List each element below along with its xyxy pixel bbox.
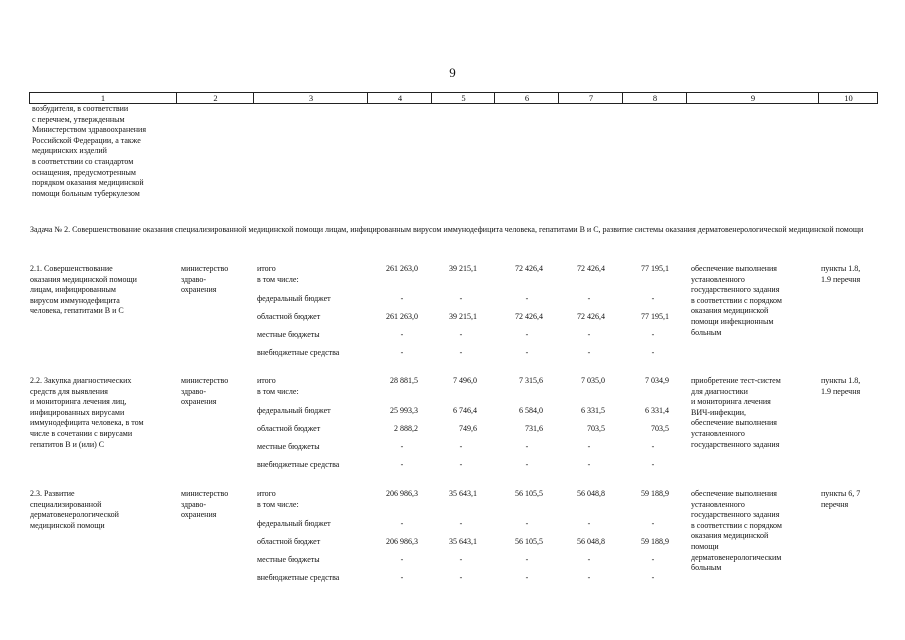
funding-value: 703,5	[587, 424, 605, 433]
page-number: 9	[449, 65, 456, 80]
expected-result-line: помощи инфекционным	[691, 317, 774, 326]
expected-result-line: помощи	[691, 542, 719, 551]
funding-value: 72 426,4	[515, 264, 543, 273]
funding-value: 28 881,5	[390, 376, 418, 385]
expected-result-line: приобретение тест-систем	[691, 376, 781, 385]
funding-value: -	[400, 442, 404, 451]
funding-source-label: областной бюджет	[257, 312, 321, 321]
expected-result-line: обеспечение выполнения	[691, 489, 777, 498]
expected-result-line: государственного задания	[691, 510, 780, 520]
funding-value: -	[459, 442, 463, 451]
measure-name-line: лицам, инфицированным	[30, 285, 116, 295]
funding-value: -	[459, 294, 463, 303]
executor-line: министерство	[181, 376, 229, 385]
funding-value: -	[651, 460, 655, 469]
indicator-reference-line: перечня	[821, 499, 849, 509]
continuation-text-line: оснащения, предусмотренным	[32, 167, 136, 177]
funding-value: -	[525, 555, 529, 564]
expected-result-line: государственного задания	[691, 285, 780, 295]
measure-name-line: числе в сочетании с вирусами	[30, 429, 133, 438]
funding-source-label: федеральный бюджет	[257, 406, 331, 415]
expected-result-line: оказания медицинской	[691, 531, 769, 541]
funding-value: -	[459, 573, 463, 582]
funding-source-label: местные бюджеты	[257, 330, 320, 339]
executor-line: министерство	[181, 489, 229, 498]
funding-value: -	[400, 519, 404, 528]
funding-source-label: в том числе:	[257, 274, 299, 284]
indicator-reference-line: 1.9 перечня	[821, 386, 861, 396]
column-number-header	[29, 92, 878, 104]
funding-value: -	[651, 555, 655, 564]
funding-value: -	[587, 573, 591, 582]
continuation-text-line: медицинских изделий	[32, 146, 107, 156]
expected-result-line: установленного	[691, 429, 745, 438]
column-number-4: 4	[367, 93, 432, 103]
measure-name-line: оказания медицинской помощи	[30, 274, 137, 284]
executor-line: охранения	[181, 397, 217, 407]
column-number-7: 7	[558, 93, 623, 103]
measure-name-line: и мониторинга лечения лиц,	[30, 397, 127, 407]
funding-value: 206 986,3	[386, 537, 418, 546]
measure-name-line: средств для выявления	[30, 386, 108, 396]
executor-line: здраво-	[181, 499, 207, 509]
indicator-reference-line: пункты 1.8,	[821, 376, 861, 385]
funding-source-label: внебюджетные средства	[257, 573, 340, 582]
funding-value: 206 986,3	[386, 489, 418, 498]
funding-value: -	[587, 348, 591, 357]
measure-name-line: медицинской помощи	[30, 520, 105, 530]
measure-name-line: дерматовенерологической	[30, 510, 119, 520]
expected-result-line: государственного задания	[691, 439, 780, 449]
column-number-9: 9	[686, 93, 819, 103]
funding-value: -	[400, 555, 404, 564]
funding-value: -	[587, 442, 591, 451]
funding-value: 6 331,4	[645, 406, 669, 415]
funding-value: -	[459, 460, 463, 469]
expected-result-line: оказания медицинской	[691, 306, 769, 316]
indicator-reference-line: пункты 6, 7	[821, 489, 861, 498]
funding-value: -	[525, 442, 529, 451]
funding-value: -	[651, 348, 655, 357]
column-number-10: 10	[818, 93, 878, 103]
executor-line: охранения	[181, 285, 217, 295]
column-number-6: 6	[494, 93, 559, 103]
funding-value: 72 426,4	[577, 264, 605, 273]
expected-result-line: обеспечение выполнения	[691, 264, 777, 273]
funding-value: -	[525, 460, 529, 469]
column-number-1: 1	[100, 93, 106, 103]
funding-value: 56 105,5	[515, 537, 543, 546]
funding-value: 35 643,1	[449, 489, 477, 498]
measure-name-line: 2.2. Закупка диагностических	[30, 376, 132, 385]
funding-value: -	[587, 294, 591, 303]
continuation-text-line: с перечнем, утвержденным	[32, 114, 125, 124]
funding-value: -	[400, 348, 404, 357]
funding-value: -	[459, 555, 463, 564]
funding-value: -	[651, 294, 655, 303]
measure-name-line: гепатитов В и (или) С	[30, 439, 105, 449]
measure-name-line: 2.3. Развитие	[30, 489, 75, 498]
funding-source-label: местные бюджеты	[257, 442, 320, 451]
executor-line: министерство	[181, 264, 229, 273]
expected-result-line: ВИЧ-инфекции,	[691, 407, 747, 417]
expected-result-line: дерматовенерологическим	[691, 552, 782, 562]
indicator-reference-line: 1.9 перечня	[821, 274, 861, 284]
measure-name-line: специализированной	[30, 499, 102, 509]
funding-value: -	[525, 573, 529, 582]
funding-value: -	[587, 555, 591, 564]
expected-result-line: в соответствии с порядком	[691, 520, 782, 530]
expected-result-line: для диагностики	[691, 386, 748, 396]
continuation-text-line: в соответствии со стандартом	[32, 157, 134, 166]
funding-value: -	[459, 330, 463, 339]
funding-value: -	[651, 442, 655, 451]
funding-source-label: итого	[257, 264, 276, 273]
continuation-text-line: возбудителя, в соответствии	[32, 104, 129, 113]
indicator-reference-line: пункты 1.8,	[821, 264, 861, 273]
funding-value: 77 195,1	[641, 264, 669, 273]
continuation-text-line: порядком оказания медицинской	[32, 178, 144, 188]
funding-value: -	[400, 294, 404, 303]
funding-value: 749,6	[459, 424, 477, 433]
funding-value: 59 188,9	[641, 489, 669, 498]
expected-result-line: установленного	[691, 499, 745, 509]
measure-name-line: 2.1. Совершенствование	[30, 264, 113, 273]
funding-source-label: местные бюджеты	[257, 555, 320, 564]
expected-result-line: больным	[691, 327, 722, 337]
funding-value: 35 643,1	[449, 537, 477, 546]
funding-value: 72 426,4	[515, 312, 543, 321]
funding-value: 56 105,5	[515, 489, 543, 498]
funding-value: -	[400, 330, 404, 339]
funding-value: -	[651, 519, 655, 528]
funding-value: -	[525, 519, 529, 528]
funding-value: -	[400, 573, 404, 582]
funding-value: 7 035,0	[581, 376, 605, 385]
funding-value: -	[587, 519, 591, 528]
funding-value: 2 888,2	[394, 424, 418, 433]
measure-name-line: инфицированных вирусами	[30, 407, 125, 417]
funding-value: -	[525, 348, 529, 357]
funding-value: 6 331,5	[581, 406, 605, 415]
continuation-text-line: помощи больным туберкулезом	[32, 188, 140, 198]
funding-value: 56 048,8	[577, 537, 605, 546]
expected-result-line: и мониторинга лечения	[691, 397, 771, 407]
funding-source-label: федеральный бюджет	[257, 294, 331, 303]
funding-value: 77 195,1	[641, 312, 669, 321]
funding-source-label: в том числе:	[257, 499, 299, 509]
funding-value: -	[525, 330, 529, 339]
funding-source-label: в том числе:	[257, 386, 299, 396]
funding-value: -	[587, 330, 591, 339]
expected-result-line: обеспечение выполнения	[691, 418, 777, 428]
funding-value: -	[400, 460, 404, 469]
funding-value: 59 188,9	[641, 537, 669, 546]
funding-value: 261 263,0	[386, 312, 418, 321]
funding-value: 6 746,4	[453, 406, 477, 415]
executor-line: здраво-	[181, 386, 207, 396]
funding-value: 7 034,9	[645, 376, 669, 385]
funding-value: 25 993,3	[390, 406, 418, 415]
executor-line: охранения	[181, 510, 217, 520]
funding-source-label: итого	[257, 376, 276, 385]
funding-value: 7 496,0	[453, 376, 477, 385]
expected-result-line: больным	[691, 563, 722, 573]
funding-value: -	[459, 519, 463, 528]
funding-value: 703,5	[651, 424, 669, 433]
funding-source-label: федеральный бюджет	[257, 519, 331, 528]
funding-value: 6 584,0	[519, 406, 543, 415]
expected-result-line: установленного	[691, 274, 745, 284]
funding-source-label: областной бюджет	[257, 537, 321, 546]
column-number-8: 8	[622, 93, 687, 103]
funding-value: -	[525, 294, 529, 303]
funding-source-label: областной бюджет	[257, 424, 321, 433]
measure-name-line: человека, гепатитами В и С	[30, 306, 124, 316]
funding-source-label: внебюджетные средства	[257, 348, 340, 357]
funding-value: 261 263,0	[386, 264, 418, 273]
funding-source-label: итого	[257, 489, 276, 498]
expected-result-line: в соответствии с порядком	[691, 295, 782, 305]
funding-value: 7 315,6	[519, 376, 543, 385]
funding-value: 56 048,8	[577, 489, 605, 498]
measure-name-line: иммунодефицита человека, в том	[30, 418, 144, 428]
column-number-5: 5	[431, 93, 495, 103]
continuation-text-line: Российской Федерации, а также	[32, 135, 141, 145]
task-heading: Задача № 2. Совершенствование оказания специализированной медицинской помощи лицам, инфицированным вирусом иммунодефицита человека, гепатитами В и С, развитие системы оказания дерматовенерологической медицинской помощи	[30, 225, 864, 234]
column-number-3: 3	[253, 93, 368, 103]
funding-value: -	[651, 330, 655, 339]
funding-value: 39 215,1	[449, 312, 477, 321]
funding-value: -	[459, 348, 463, 357]
funding-value: 72 426,4	[577, 312, 605, 321]
executor-line: здраво-	[181, 274, 207, 284]
funding-value: 731,6	[525, 424, 543, 433]
funding-value: 39 215,1	[449, 264, 477, 273]
column-number-2: 2	[176, 93, 254, 103]
funding-value: -	[651, 573, 655, 582]
measure-name-line: вирусом иммунодефицита	[30, 295, 120, 305]
funding-value: -	[587, 460, 591, 469]
funding-source-label: внебюджетные средства	[257, 460, 340, 469]
continuation-text-line: Министерством здравоохранения	[32, 125, 147, 135]
